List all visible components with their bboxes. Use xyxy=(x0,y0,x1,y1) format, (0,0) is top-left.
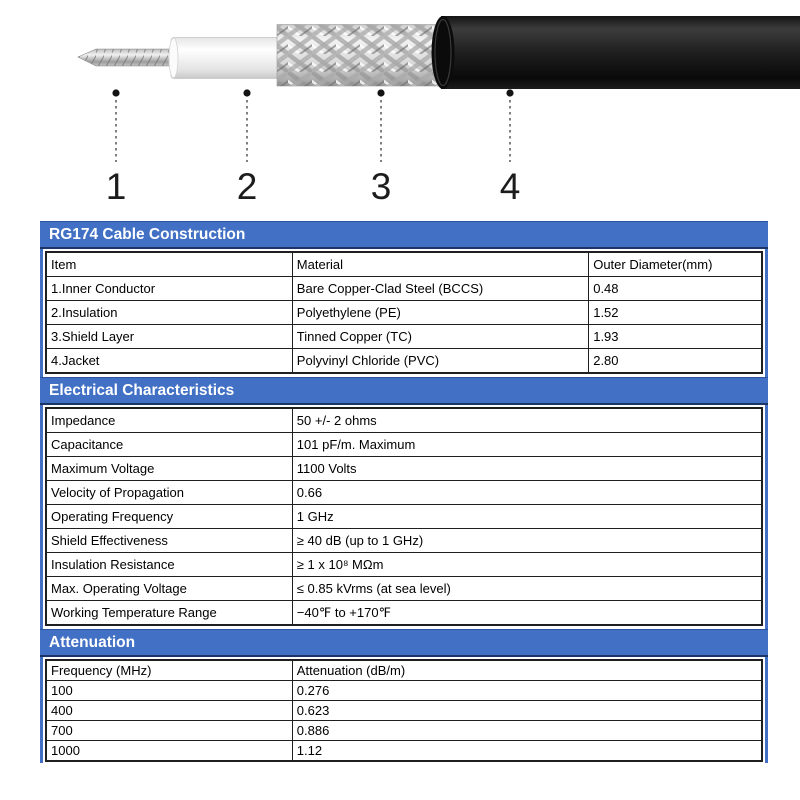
table-row xyxy=(46,577,762,601)
cable-diagram xyxy=(0,0,800,215)
diameter-cell: 1.52 xyxy=(589,301,762,325)
spec-value-cell: ≤ 0.85 kVrms (at sea level) xyxy=(292,577,762,601)
column-header: Item xyxy=(46,252,292,277)
table-row xyxy=(46,601,762,626)
inner-conductor-illustration xyxy=(78,49,182,66)
table-row xyxy=(46,701,762,721)
callout-4 xyxy=(500,89,521,207)
callout-dot xyxy=(377,89,384,96)
material-cell: Tinned Copper (TC) xyxy=(292,325,588,349)
table-header-row xyxy=(46,252,762,277)
spec-label-cell: Insulation Resistance xyxy=(46,553,292,577)
spec-value-cell: ≥ 40 dB (up to 1 GHz) xyxy=(292,529,762,553)
spec-value-cell: 50 +/- 2 ohms xyxy=(292,408,762,433)
shield-braid-illustration xyxy=(277,25,447,87)
callout-dot xyxy=(243,89,250,96)
attenuation-section-header: Attenuation xyxy=(40,629,768,657)
spec-label-cell: Working Temperature Range xyxy=(46,601,292,626)
spec-value-cell: −40℉ to +170℉ xyxy=(292,601,762,626)
callout-1 xyxy=(106,89,127,207)
spec-label-cell: Max. Operating Voltage xyxy=(46,577,292,601)
table-row xyxy=(46,741,762,762)
diameter-cell: 1.93 xyxy=(589,325,762,349)
callout-dot xyxy=(506,89,513,96)
table-row xyxy=(46,529,762,553)
spec-value-cell: 0.66 xyxy=(292,481,762,505)
material-cell: Polyethylene (PE) xyxy=(292,301,588,325)
table-row xyxy=(46,721,762,741)
table-row xyxy=(46,408,762,433)
spec-value-cell: 101 pF/m. Maximum xyxy=(292,433,762,457)
item-cell: 1.Inner Conductor xyxy=(46,277,292,301)
material-cell: Polyvinyl Chloride (PVC) xyxy=(292,349,588,374)
construction-table xyxy=(45,251,763,374)
attenuation-table xyxy=(45,659,763,762)
spec-label-cell: Velocity of Propagation xyxy=(46,481,292,505)
construction-section-header: RG174 Cable Construction xyxy=(40,221,768,249)
callout-3 xyxy=(371,89,392,207)
item-cell: 3.Shield Layer xyxy=(46,325,292,349)
spec-label-cell: Impedance xyxy=(46,408,292,433)
spec-value-cell: 1 GHz xyxy=(292,505,762,529)
frequency-cell: 400 xyxy=(46,701,292,721)
item-cell: 4.Jacket xyxy=(46,349,292,374)
spec-label-cell: Maximum Voltage xyxy=(46,457,292,481)
spec-tables xyxy=(40,221,768,763)
table-row xyxy=(46,325,762,349)
callout-label: 4 xyxy=(499,166,521,207)
table-row xyxy=(46,277,762,301)
frequency-cell: 1000 xyxy=(46,741,292,762)
table-header-row xyxy=(46,660,762,681)
column-header: Material xyxy=(292,252,588,277)
table-row xyxy=(46,301,762,325)
attenuation-table-wrap xyxy=(40,657,768,763)
attenuation-cell: 1.12 xyxy=(292,741,762,762)
table-row xyxy=(46,349,762,374)
callout-label: 1 xyxy=(105,166,127,207)
insulation-illustration xyxy=(169,38,285,79)
attenuation-cell: 0.623 xyxy=(292,701,762,721)
table-row xyxy=(46,457,762,481)
spec-value-cell: ≥ 1 x 10⁸ MΩm xyxy=(292,553,762,577)
attenuation-cell: 0.276 xyxy=(292,681,762,701)
frequency-cell: 700 xyxy=(46,721,292,741)
column-header: Outer Diameter(mm) xyxy=(589,252,762,277)
column-header: Attenuation (dB/m) xyxy=(292,660,762,681)
callout-dot xyxy=(112,89,119,96)
table-row xyxy=(46,553,762,577)
callout-label: 3 xyxy=(370,166,392,207)
spec-label-cell: Capacitance xyxy=(46,433,292,457)
table-row xyxy=(46,681,762,701)
item-cell: 2.Insulation xyxy=(46,301,292,325)
electrical-table-wrap xyxy=(40,405,768,629)
callout-2 xyxy=(237,89,258,207)
table-row xyxy=(46,481,762,505)
callout-label: 2 xyxy=(236,166,258,207)
spec-label-cell: Operating Frequency xyxy=(46,505,292,529)
jacket-illustration xyxy=(432,16,800,89)
electrical-table xyxy=(45,407,763,626)
electrical-section-header: Electrical Characteristics xyxy=(40,377,768,405)
attenuation-cell: 0.886 xyxy=(292,721,762,741)
table-row xyxy=(46,433,762,457)
construction-table-wrap xyxy=(40,249,768,377)
spec-value-cell: 1100 Volts xyxy=(292,457,762,481)
material-cell: Bare Copper-Clad Steel (BCCS) xyxy=(292,277,588,301)
spec-label-cell: Shield Effectiveness xyxy=(46,529,292,553)
diameter-cell: 2.80 xyxy=(589,349,762,374)
column-header: Frequency (MHz) xyxy=(46,660,292,681)
frequency-cell: 100 xyxy=(46,681,292,701)
table-row xyxy=(46,505,762,529)
diameter-cell: 0.48 xyxy=(589,277,762,301)
